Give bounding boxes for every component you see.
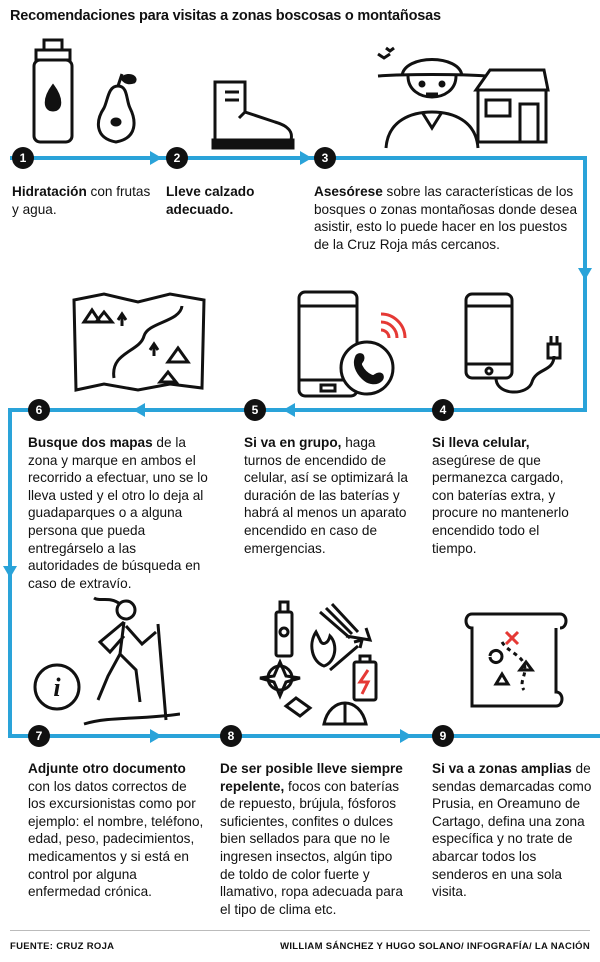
svg-text:i: i <box>53 673 61 702</box>
step-7-text <box>28 760 206 901</box>
footer-divider <box>10 930 590 931</box>
step-8-number: 8 <box>220 725 242 747</box>
phone-call-icon <box>295 290 415 400</box>
page-title: Recomendaciones para visitas a zonas boscosas o montañosas <box>10 8 441 24</box>
treasure-map-icon <box>462 610 574 710</box>
step-4-body: asegúrese de que permanezca cargado, con baterías extra, y procure no mantenerlo encendido todo el tiempo. <box>432 452 569 556</box>
arrow-1-2 <box>150 151 162 165</box>
camping-supplies-icon <box>250 596 390 728</box>
step-5-body: haga turnos de encendido de celular, así se optimizará la duración de las baterías y habrá al menos un aparato encendido en caso de emergencias. <box>244 435 408 556</box>
arrow-8-9 <box>400 729 412 743</box>
charging-phone-icon <box>462 292 572 400</box>
step-1-title: Hidratación <box>12 184 87 199</box>
step-4-number: 4 <box>432 399 454 421</box>
step-3-title: Asesórese <box>314 184 383 199</box>
step-4-text <box>432 434 582 557</box>
step-7-title: Adjunte otro documento <box>28 761 186 776</box>
step-9-text <box>432 760 592 901</box>
step-2-number: 2 <box>166 147 188 169</box>
step-3-body: sobre las características de los bosques o zonas montañosas donde desea asistir, esto lo puede hacer en los puestos de la Cruz Roja más cercanos. <box>314 184 578 252</box>
step-6-number: 6 <box>28 399 50 421</box>
step-3-number: 3 <box>314 147 336 169</box>
trail-map-icon <box>70 292 210 392</box>
hiker-icon <box>80 596 180 726</box>
arrow-3-4 <box>578 268 592 280</box>
step-9-number: 9 <box>432 725 454 747</box>
step-9-body: de sendas demarcadas como Prusia, en Oreamuno de Cartago, defina una zona específica y no trate de abarcar todos los senderos en una sola visita. <box>432 761 592 900</box>
arrow-6-7 <box>3 566 17 578</box>
arrow-7-8 <box>150 729 162 743</box>
arrow-5-6 <box>133 403 145 417</box>
step-9-title: Si va a zonas amplias <box>432 761 572 776</box>
step-6-title: Busque dos mapas <box>28 435 153 450</box>
info-icon <box>32 662 82 712</box>
step-8-text <box>220 760 410 918</box>
step-1-body: con frutas y agua. <box>12 184 151 217</box>
ranger-station-icon <box>470 66 550 146</box>
step-7-number: 7 <box>28 725 50 747</box>
step-2-text <box>166 183 286 218</box>
step-5-text <box>244 434 414 557</box>
step-3-text <box>314 183 584 253</box>
footer-credits: WILLIAM SÁNCHEZ Y HUGO SOLANO/ INFOGRAFÍA/ LA NACIÓN <box>280 941 590 952</box>
step-6-body: de la zona y marque en ambos el recorrido a efectuar, uno se lo lleva usted y el otro lo deja al guadaparques o a alguna persona que pueda entregárselo a las autoridades de búsqueda en caso de extravío. <box>28 435 208 591</box>
step-5-title: Si va en grupo, <box>244 435 342 450</box>
step-4-title: Si lleva celular, <box>432 435 530 450</box>
hiking-boot-icon <box>205 78 300 150</box>
step-1-number: 1 <box>12 147 34 169</box>
step-1-text <box>12 183 152 218</box>
pear-icon <box>92 72 142 146</box>
arrow-4-5 <box>283 403 295 417</box>
footer-source: FUENTE: CRUZ ROJA <box>10 941 115 952</box>
arrow-2-3 <box>300 151 312 165</box>
step-5-number: 5 <box>244 399 266 421</box>
step-6-text <box>28 434 210 592</box>
step-2-title: Lleve calzado adecuado. <box>166 184 255 217</box>
step-8-body: focos con baterías de repuesto, brújula, fósforos suficientes, confites o dulces bien sellados para que no le ingresen insectos, algún tipo de toldo de color fuerte y llamativo, ropa adecuada para el tipo de clima etc. <box>220 778 403 917</box>
step-7-body: con los datos correctos de los excursionistas como por ejemplo: el nombre, teléfono, edad, peso, padecimientos, medicamentos y si está en control por alguna enfermedad crónica. <box>28 778 204 900</box>
step-8-title: De ser posible lleve siempre repelente, <box>220 761 403 794</box>
